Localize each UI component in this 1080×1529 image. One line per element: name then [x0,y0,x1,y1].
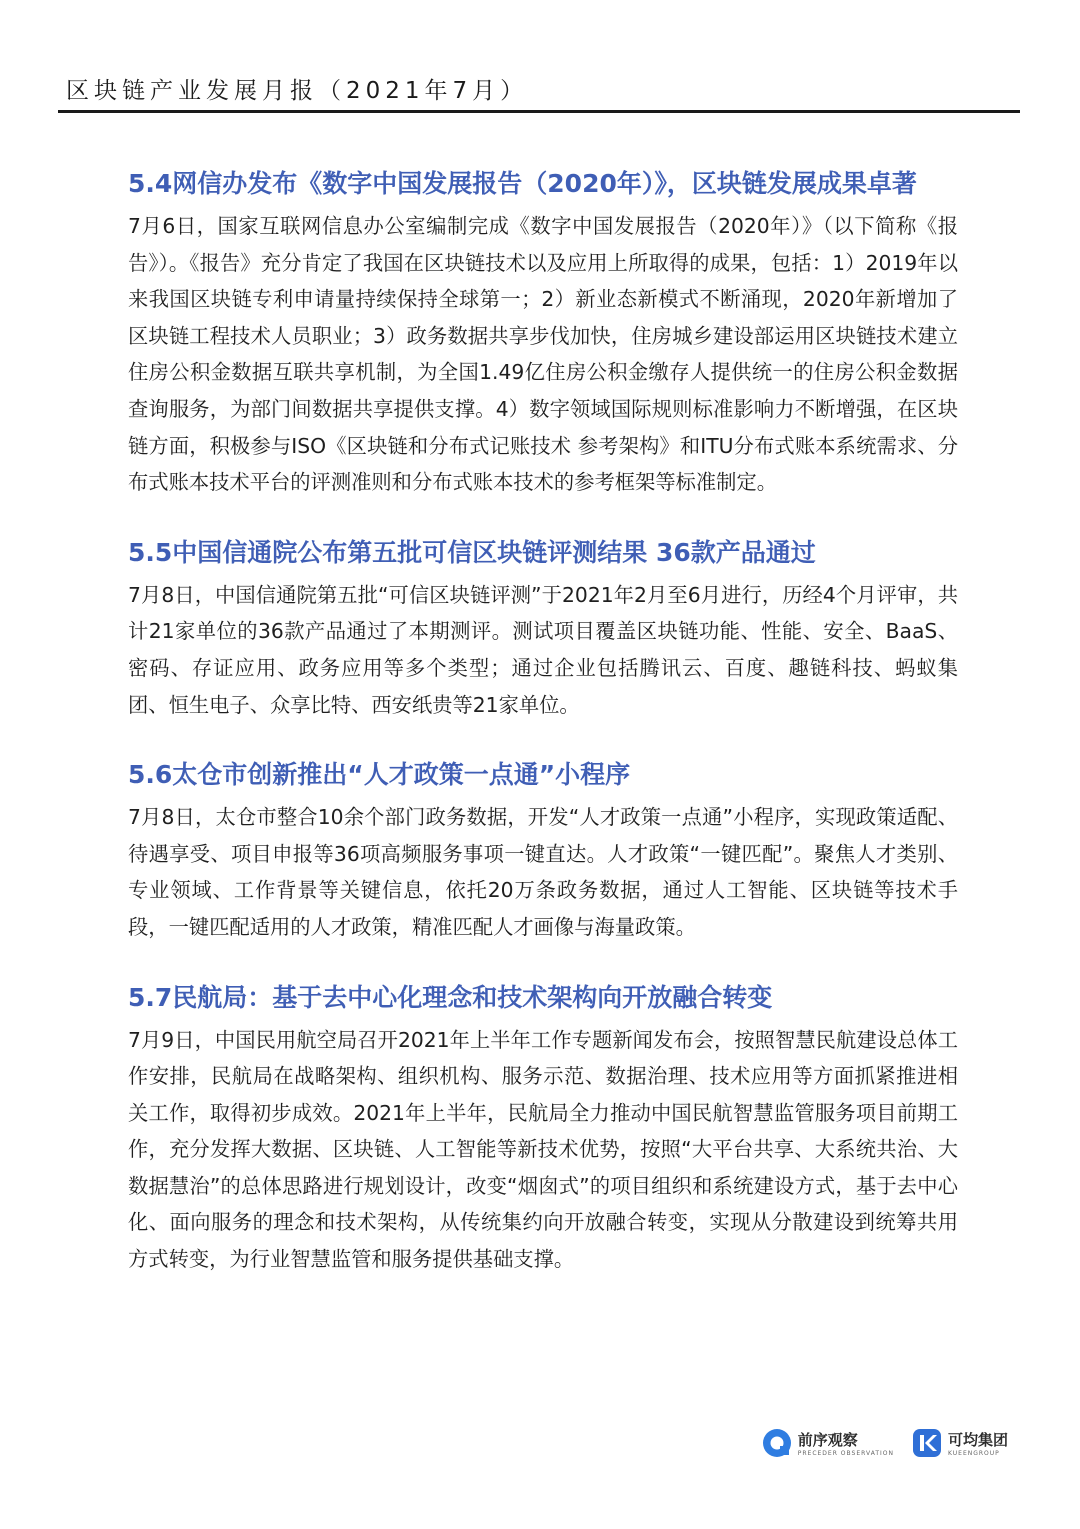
section-body: 7月8日，中国信通院第五批“可信区块链评测”于2021年2月至6月进行，历经4个月评审，共计21家单位的36款产品通过了本期测评。测试项目覆盖区块链功能、性能、安全、BaaS、密码、存证应用、政务应用等多个类型；通过企业包括腾讯云、百度、趣链科技、蚂蚁集团、恒生电子、众享比特、西安纸贵等21家单位。 [128,582,958,717]
kueen-logo [912,1428,1008,1462]
section-body: 7月9日，中国民用航空局召开2021年上半年工作专题新闻发布会，按照智慧民航建设总体工作安排，民航局在战略架构、组织机构、服务示范、数据治理、技术应用等方面抓紧推进相关工作，取得初步成效。2021年上半年，民航局全力推动中国民航智慧监管服务项目前期工作，充分发挥大数据、区块链、人工智能等新技术优势，按照“大平台共享、大系统共治、大数据慧治”的总体思路进行规划设计，改变“烟囱式”的项目组织和系统建设方式，基于去中心化、面向服务的理念和技术架构，从传统集约向开放融合转变，实现从分散建设到统筹共用方式转变，为行业智慧监管和服务提供基础支撑。 [128,1027,958,1272]
section-title: 5.4网信办发布《数字中国发展报告（2020年）》，区块链发展成果卓著 [128,169,917,198]
section-5-6 [128,753,958,945]
kueen-logo-name: 可均集团 [947,1431,1008,1449]
preceder-logo [762,1428,894,1462]
kueen-logo-icon [912,1428,942,1462]
kueen-logo-sub: KUEENGROUP [947,1450,1000,1457]
report-header-title: 区块链产业发展月报（2021年7月） [66,78,529,104]
section-title: 5.5中国信通院公布第五批可信区块链评测结果 36款产品通过 [128,537,816,567]
section-body: 7月6日，国家互联网信息办公室编制完成《数字中国发展报告（2020年）》（以下简称《报告》）。《报告》充分肯定了我国在区块链技术以及应用上所取得的成果，包括：1）2019年以来我国区块链专利申请量持续保持全球第一；2）新业态新模式不断涌现，2020年新增加了区块链工程技术人员职业；3）政务数据共享步伐加快，住房城乡建设部运用区块链技术建立住房公积金数据互联共享机制，为全国1.49亿住房公积金缴存人提供统一的住房公积金数据查询服务，为部门间数据共享提供支撑。4）数字领域国际规则标准影响力不断增强，在区块链方面，积极参与ISO《区块链和分布式记账技术 参考架构》和ITU分布式账本系统需求、分布式账本技术平台的评测准则和分布式账本技术的参考框架等标准制定。 [128,214,958,495]
preceder-logo-icon [762,1428,792,1462]
header-divider [58,110,1020,113]
section-title: 5.6太仓市创新推出“人才政策一点通”小程序 [128,760,631,790]
section-5-5 [128,531,958,723]
section-title: 5.7民航局：基于去中心化理念和技术架构向开放融合转变 [128,982,773,1012]
preceder-logo-name: 前序观察 [797,1431,858,1449]
section-5-7 [128,976,958,1278]
section-body: 7月8日，太仓市整合10余个部门政务数据，开发“人才政策一点通”小程序，实现政策适配、待遇享受、项目申报等36项高频服务事项一键直达。人才政策“一键匹配”。聚焦人才类别、专业领域、工作背景等关键信息，依托20万条政务数据，通过人工智能、区块链等技术手段，一键匹配适用的人才政策，精准匹配人才画像与海量政策。 [128,805,958,939]
preceder-logo-sub: PRECEDER OBSERVATION [797,1450,894,1457]
section-5-4 [128,162,958,501]
main-content [128,162,958,1278]
footer-logos [762,1428,1008,1462]
